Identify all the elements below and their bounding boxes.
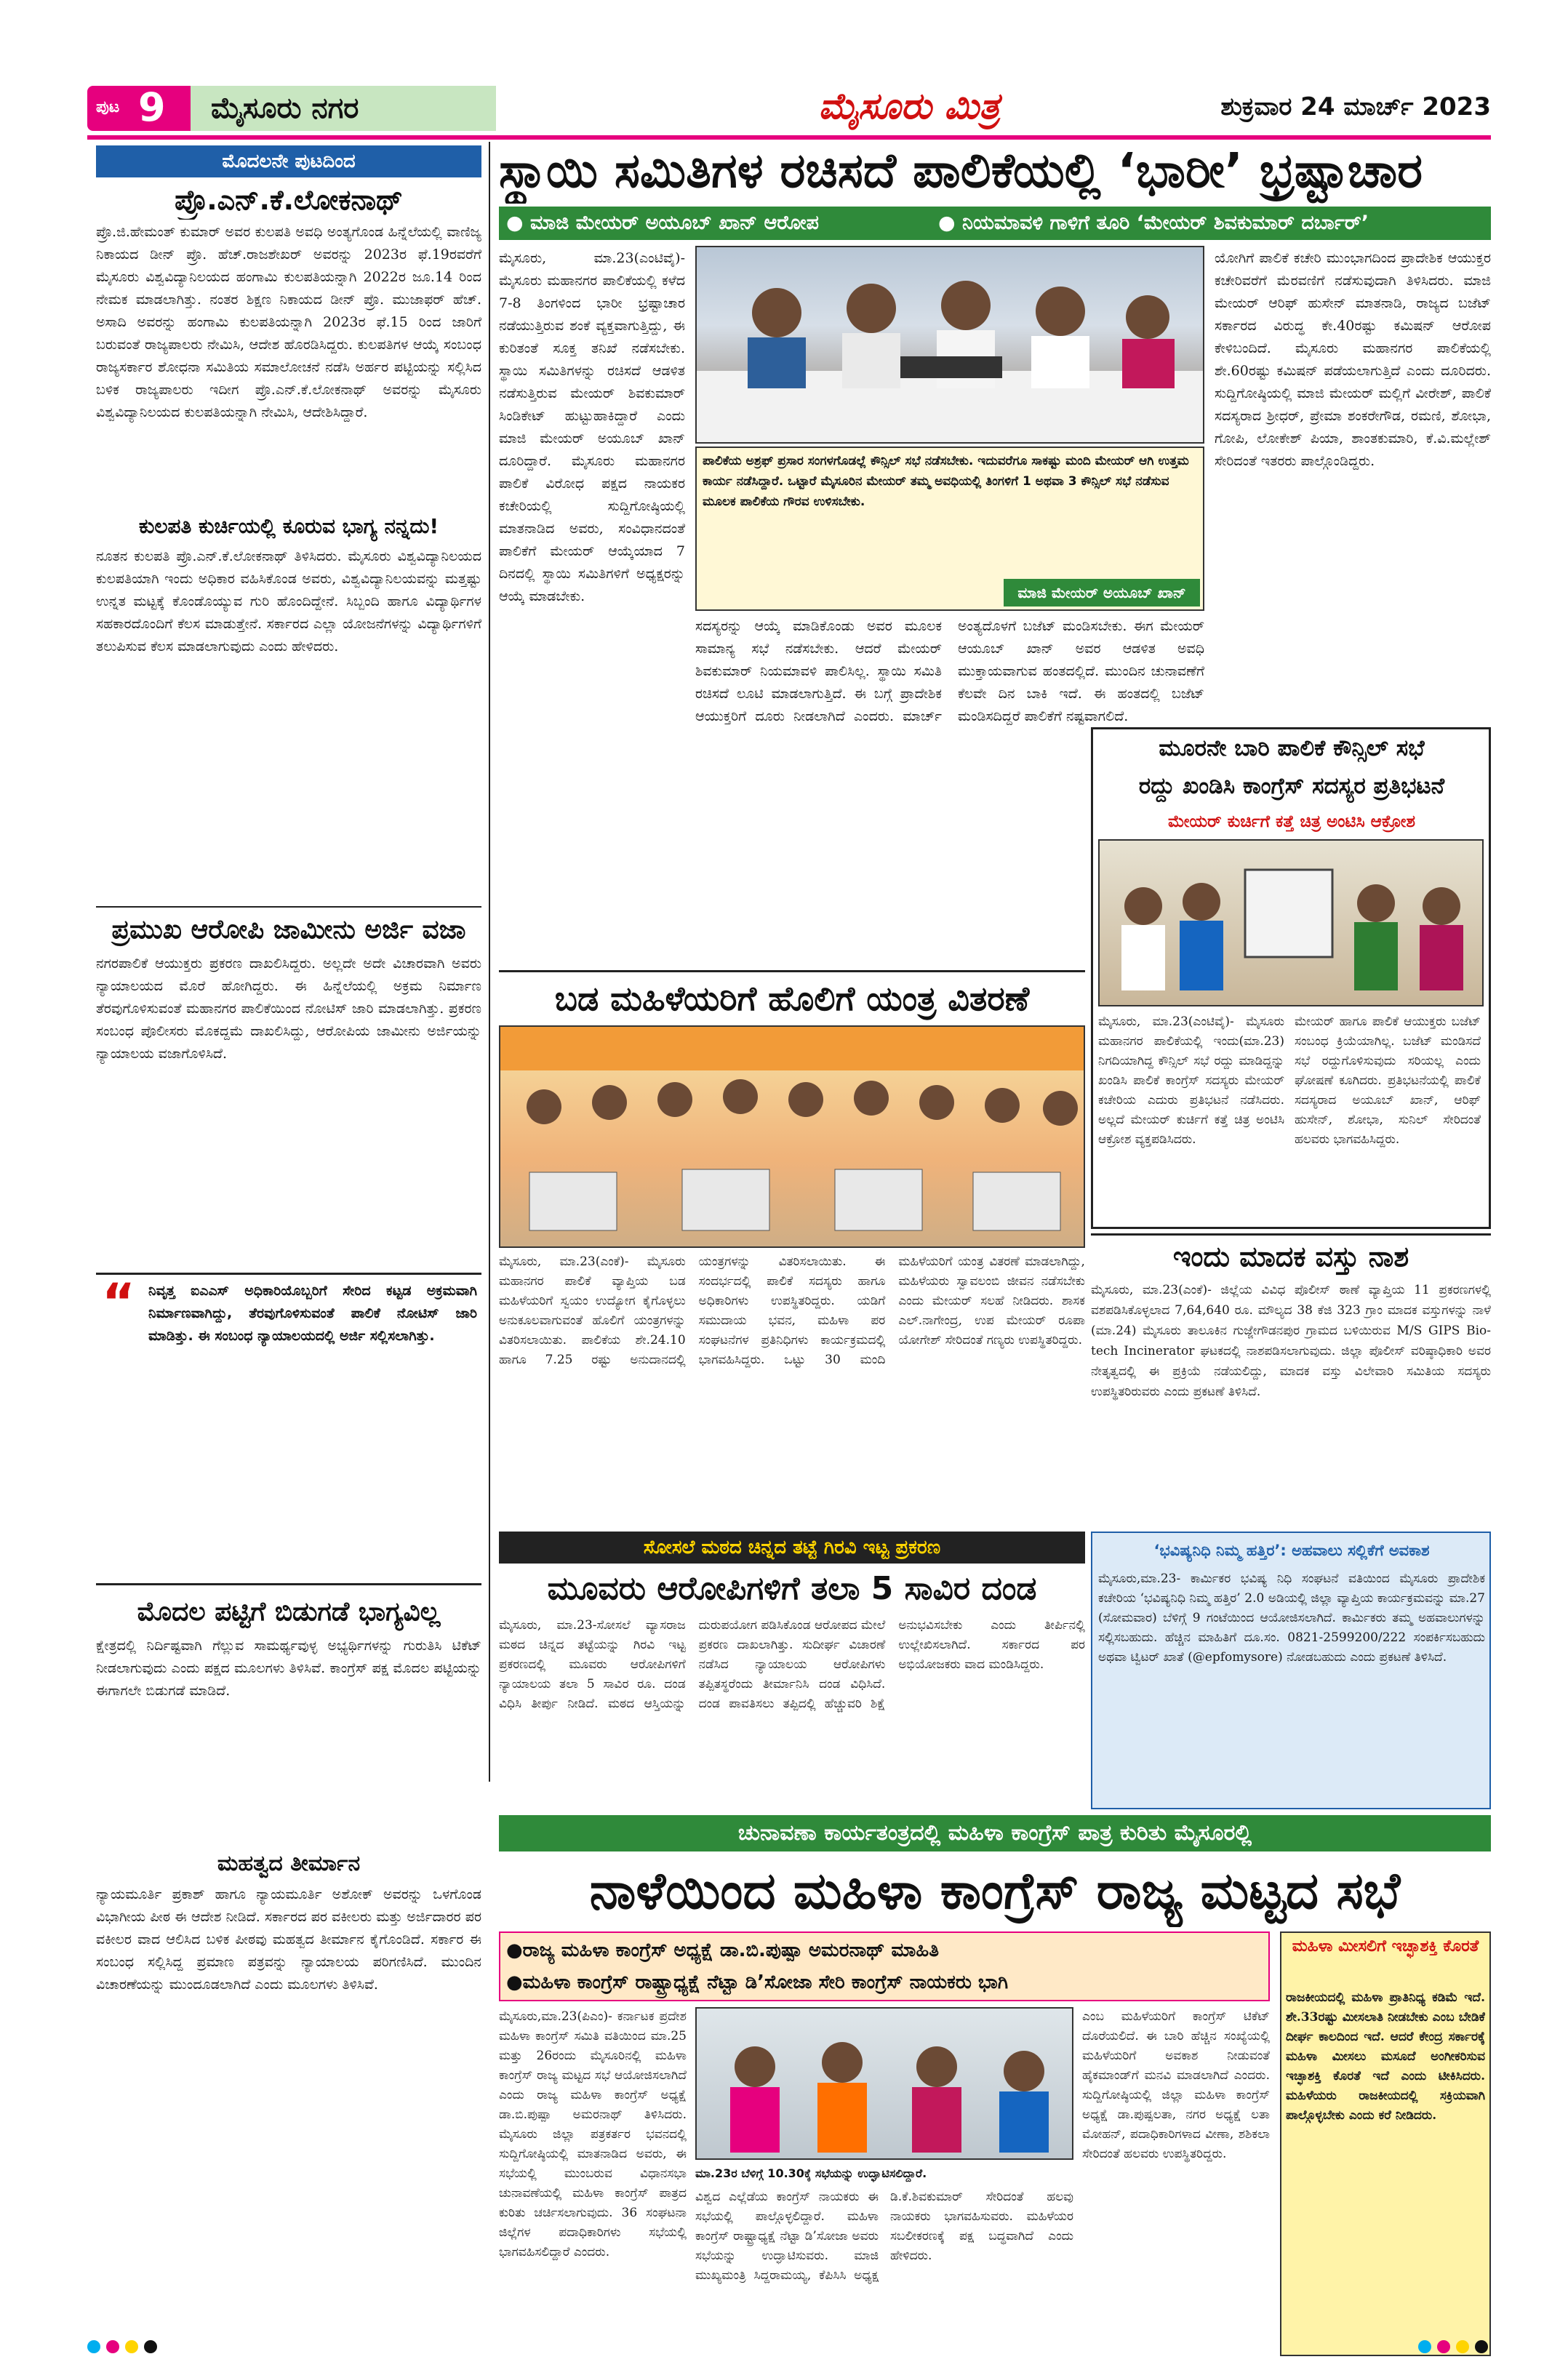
registration-dot-black — [1475, 2340, 1488, 2353]
story-lokanath-subhead: ಕುಲಪತಿ ಕುರ್ಚಿಯಲ್ಲಿ ಕೂರುವ ಭಾಗ್ಯ ನನ್ನದು! — [138, 514, 439, 538]
protest-illustration — [1100, 841, 1484, 1006]
story-lokanath-title: ಪ್ರೊ.ಎನ್.ಕೆ.ಲೋಕನಾಥ್ — [175, 184, 403, 216]
column-divider-left — [489, 142, 490, 1782]
registration-dot-magenta — [106, 2340, 119, 2353]
congress-banner-text: ಚುನಾವಣಾ ಕಾರ್ಯತಂತ್ರದಲ್ಲಿ ಮಹಿಳಾ ಕಾಂಗ್ರೆಸ್ ಪಾತ್ರ ಕುರಿತು ಮೈಸೂರಲ್ಲಿ — [737, 1820, 1252, 1846]
divider — [499, 970, 1085, 972]
congress-column-3: ಎಂಬ ಮಹಿಳೆಯರಿಗೆ ಕಾಂಗ್ರೆಸ್ ಟಿಕೆಟ್ ದೊರೆಯಲಿದೆ. ಈ ಬಾರಿ ಹೆಚ್ಚಿನ ಸಂಖ್ಯೆಯಲ್ಲಿ ಮಹಿಳೆಯರಿಗೆ ಅವಕಾಶ ನೀಡುವಂತೆ ಹೈಕಮಾಂಡ್‌ಗೆ ಮನವಿ ಮಾಡಲಾಗಿದೆ ಎಂದರು. ಸುದ್ದಿಗೋಷ್ಠಿಯಲ್ಲಿ ಜಿಲ್ಲಾ ಮಹಿಳಾ ಕಾಂಗ್ರೆಸ್ ಅಧ್ಯಕ್ಷೆ ಡಾ.ಪುಷ್ಪಲತಾ, ನಗರ ಅಧ್ಯಕ್ಷೆ ಲತಾ ಮೋಹನ್, ಪದಾಧಿಕಾರಿಗಳಾದ ವೀಣಾ, ಶಶಿಕಲಾ ಸೇರಿದಂತೆ ಹಲವರು ಉಪಸ್ಥಿತರಿದ್ದರು. — [1082, 2009, 1270, 2161]
registration-dot-magenta — [1437, 2340, 1450, 2353]
lead-kicker-left: ● ಮಾಜಿ ಮೇಯರ್ ಅಯೂಬ್ ಖಾನ್ ಆರೋಪ — [506, 212, 819, 234]
tailor-photo — [499, 1025, 1085, 1248]
registration-dot-yellow — [1456, 2340, 1469, 2353]
congress-column-2: ವಿಶ್ವದ ಎಲ್ಲೆಡೆಯ ಕಾಂಗ್ರೆಸ್ ನಾಯಕರು ಈ ಸಭೆಯಲ್ಲಿ ಪಾಲ್ಗೊಳ್ಳಲಿದ್ದಾರೆ. ಮಹಿಳಾ ಕಾಂಗ್ರೆಸ್ ರಾಷ್ಟ್ರಾಧ್ಯಕ್ಷೆ ನೆಟ್ಟಾ ಡಿ’ಸೋಜಾ ಅವರು ಸಭೆಯನ್ನು ಉದ್ಘಾಟಿಸುವರು. ಮಾಜಿ ಮುಖ್ಯಮಂತ್ರಿ ಸಿದ್ದರಾಮಯ್ಯ, ಕೆಪಿಸಿಸಿ ಅಧ್ಯಕ್ಷ ಡಿ.ಕೆ.ಶಿವಕುಮಾರ್ ಸೇರಿದಂತೆ ಹಲವು ನಾಯಕರು ಭಾಗವಹಿಸುವರು. ಮಹಿಳೆಯರ ಸಬಲೀಕರಣಕ್ಕೆ ಪಕ್ಷ ಬದ್ಧವಾಗಿದೆ ಎಂದು ಹೇಳಿದರು. — [695, 2190, 1073, 2283]
drugs-headline: ಇಂದು ಮಾದಕ ವಸ್ತು ನಾಶ — [1172, 1241, 1409, 1273]
congress-photo-caption: ಮಾ.23ರ ಬೆಳಿಗ್ಗೆ 10.30ಕ್ಕೆ ಸಭೆಯನ್ನು ಉದ್ಘಾಟಿಸಲಿದ್ದಾರೆ. — [695, 2166, 927, 2180]
lead-kicker-right: ● ನಿಯಮಾವಳಿ ಗಾಳಿಗೆ ತೂರಿ ‘ಮೇಯರ್ ಶಿವಕುಮಾರ್ ದರ್ಬಾರ್’ — [938, 212, 1369, 234]
lead-photo-caption: ಪಾಲಿಕೆಯ ಅಶ್ರಫ್ ಪ್ರಸಾರ ಸಂಗಳಗೊಡಲ್ಲೆ ಕೌನ್ಸಿಲ್ ಸಭೆ ನಡೆಸಬೇಕು. ಇದುವರೆಗೂ ಸಾಕಷ್ಟು ಮಂದಿ ಮೇಯರ್ ಆಗಿ ಉತ್ತಮ ಕಾರ್ಯ ನಡೆಸಿದ್ದಾರೆ. ಒಟ್ಟಾರೆ ಮೈಸೂರಿನ ಮೇಯರ್ ತಮ್ಮ ಅವಧಿಯಲ್ಲಿ ತಿಂಗಳಿಗೆ 1 ಅಥವಾ 3 ಕೌನ್ಸಿಲ್ ಸಭೆ ನಡೆಸುವ ಮೂಲಕ ಪಾಲಿಕೆಯ ಗೌರವ ಉಳಿಸಬೇಕು. — [703, 454, 1189, 509]
lead-column-2: ಸದಸ್ಯರನ್ನು ಆಯ್ಕೆ ಮಾಡಿಕೊಂಡು ಅವರ ಮೂಲಕ ಸಾಮಾನ್ಯ ಸಭೆ ನಡೆಸಬೇಕು. ಆದರೆ ಮೇಯರ್ ಶಿವಕುಮಾರ್ ನಿಯಮಾವಳಿ ಪಾಲಿಸಿಲ್ಲ. ಸ್ಥಾಯಿ ಸಮಿತಿ ರಚಿಸದೆ ಲೂಟಿ ಮಾಡಲಾಗುತ್ತಿದೆ. ಈ ಬಗ್ಗೆ ಪ್ರಾದೇಶಿಕ ಆಯುಕ್ತರಿಗೆ ದೂರು ನೀಡಲಾಗಿದೆ ಎಂದರು. ಮಾರ್ಚ್ ಅಂತ್ಯದೊಳಗೆ ಬಜೆಟ್ ಮಂಡಿಸಬೇಕು. ಈಗ ಮೇಯರ್ ಆಯೂಬ್ ಖಾನ್ ಅವರ ಆಡಳಿತ ಅವಧಿ ಮುಕ್ತಾಯವಾಗುವ ಹಂತದಲ್ಲಿದೆ. ಮುಂದಿನ ಚುನಾವಣೆಗೆ ಕೆಲವೇ ದಿನ ಬಾಕಿ ಇದೆ. ಈ ಹಂತದಲ್ಲಿ ಬಜೆಟ್ ಮಂಡಿಸದಿದ್ದರೆ ಪಾಲಿಕೆಗೆ ನಷ್ಟವಾಗಲಿದೆ. — [695, 618, 1204, 724]
court-banner-text: ಸೋಸಲೆ ಮಠದ ಚಿನ್ನದ ತಟ್ಟೆ ಗಿರವಿ ಇಟ್ಟ ಪ್ರಕರಣ — [643, 1537, 941, 1558]
story-first-list-title: ಮೊದಲ ಪಟ್ಟಿಗೆ ಬಿಡುಗಡೆ ಭಾಗ್ಯವಿಲ್ಲ — [137, 1597, 441, 1627]
story-first-list-body: ಕ್ಷೇತ್ರದಲ್ಲಿ ನಿರ್ದಿಷ್ಟವಾಗಿ ಗೆಲ್ಲುವ ಸಾಮರ್ಥ್ಯವುಳ್ಳ ಅಭ್ಯರ್ಥಿಗಳನ್ನು ಗುರುತಿಸಿ ಟಿಕೆಟ್ ನೀಡಲಾಗುವುದು ಎಂದು ಪಕ್ಷದ ಮೂಲಗಳು ತಿಳಿಸಿವೆ. ಕಾಂಗ್ರೆಸ್ ಪಕ್ಷ ಮೊದಲ ಪಟ್ಟಿಯನ್ನು ಈಗಾಗಲೇ ಬಿಡುಗಡೆ ಮಾಡಿದೆ. — [96, 1638, 481, 1699]
story-lokanath-body-2: ನೂತನ ಕುಲಪತಿ ಪ್ರೊ.ಎನ್.ಕೆ.ಲೋಕನಾಥ್ ತಿಳಿಸಿದರು. ಮೈಸೂರು ವಿಶ್ವವಿದ್ಯಾನಿಲಯದ ಕುಲಪತಿಯಾಗಿ ಇಂದು ಅಧಿಕಾರ ವಹಿಸಿಕೊಂಡ ಅವರು, ವಿಶ್ವವಿದ್ಯಾನಿಲಯವನ್ನು ಮತ್ತಷ್ಟು ಉನ್ನತ ಮಟ್ಟಕ್ಕೆ ಕೊಂಡೊಯ್ಯುವ ಗುರಿ ಹೊಂದಿದ್ದೇನೆ. ಸಿಬ್ಬಂದಿ ಹಾಗೂ ವಿದ್ಯಾರ್ಥಿಗಳ ಸಹಕಾರದೊಂದಿಗೆ ಕೆಲಸ ಮಾಡುತ್ತೇನೆ. ಸರ್ಕಾರದ ಎಲ್ಲಾ ಯೋಜನೆಗಳನ್ನು ವಿದ್ಯಾರ್ಥಿಗಳಿಗೆ ತಲುಪಿಸುವ ಕೆಲಸ ಮಾಡಲಾಗುವುದು ಎಂದು ಹೇಳಿದರು. — [96, 548, 481, 654]
lead-press-photo — [695, 246, 1204, 444]
issue-date: ಶುಕ್ರವಾರ 24 ಮಾರ್ಚ್ 2023 — [1220, 92, 1491, 121]
future-fund-title: ‘ಭವಿಷ್ಯನಿಧಿ ನಿಮ್ಮ ಹತ್ತಿರ’: ಅಹವಾಲು ಸಲ್ಲಿಕೆಗೆ ಅವಕಾಶ — [1153, 1542, 1430, 1559]
quote-mark-icon: “ — [102, 1277, 136, 1321]
divider — [1091, 1233, 1491, 1236]
paper-name: ಮೈಸೂರು ಮಿತ್ರ — [818, 85, 1000, 127]
congress-photo — [695, 2007, 1073, 2160]
lead-caption-credit: ಮಾಜಿ ಮೇಯರ್ ಅಯೂಬ್ ಖಾನ್ — [1004, 579, 1200, 606]
tailor-body: ಮೈಸೂರು, ಮಾ.23(ಎಂಕೆ)- ಮೈಸೂರು ಮಹಾನಗರ ಪಾಲಿಕೆ ವ್ಯಾಪ್ತಿಯ ಬಡ ಮಹಿಳೆಯರಿಗೆ ಸ್ವಯಂ ಉದ್ಯೋಗ ಕೈಗೊಳ್ಳಲು ಅನುಕೂಲವಾಗುವಂತೆ ಹೊಲಿಗೆ ಯಂತ್ರಗಳನ್ನು ವಿತರಿಸಲಾಯಿತು. ಪಾಲಿಕೆಯ ಶೇ.24.10 ಹಾಗೂ 7.25 ರಷ್ಟು ಅನುದಾನದಲ್ಲಿ ಯಂತ್ರಗಳನ್ನು ವಿತರಿಸಲಾಯಿತು. ಈ ಸಂದರ್ಭದಲ್ಲಿ ಪಾಲಿಕೆ ಸದಸ್ಯರು ಹಾಗೂ ಅಧಿಕಾರಿಗಳು ಉಪಸ್ಥಿತರಿದ್ದರು. ಯಡಿಗೆ ಸಮುದಾಯ ಭವನ, ಮಹಿಳಾ ಪರ ಸಂಘಟನೆಗಳ ಪ್ರತಿನಿಧಿಗಳು ಕಾರ್ಯಕ್ರಮದಲ್ಲಿ ಭಾಗವಹಿಸಿದ್ದರು. ಒಟ್ಟು 30 ಮಂದಿ ಮಹಿಳೆಯರಿಗೆ ಯಂತ್ರ ವಿತರಣೆ ಮಾಡಲಾಗಿದ್ದು, ಮಹಿಳೆಯರು ಸ್ವಾವಲಂಬಿ ಜೀವನ ನಡೆಸಬೇಕು ಎಂದು ಮೇಯರ್ ಸಲಹೆ ನೀಡಿದರು. ಶಾಸಕ ಎಲ್.ನಾಗೇಂದ್ರ, ಉಪ ಮೇಯರ್ ರೂಪಾ ಯೋಗೇಶ್ ಸೇರಿದಂತೆ ಗಣ್ಯರು ಉಪಸ್ಥಿತರಿದ್ದರು. — [499, 1254, 1085, 1367]
congress-column-1: ಮೈಸೂರು,ಮಾ.23(ಪಿಎಂ)- ಕರ್ನಾಟಕ ಪ್ರದೇಶ ಮಹಿಳಾ ಕಾಂಗ್ರೆಸ್ ಸಮಿತಿ ವತಿಯಿಂದ ಮಾ.25 ಮತ್ತು 26ರಂದು ಮೈಸೂರಿನಲ್ಲಿ ಮಹಿಳಾ ಕಾಂಗ್ರೆಸ್ ರಾಜ್ಯ ಮಟ್ಟದ ಸಭೆ ಆಯೋಜಿಸಲಾಗಿದೆ ಎಂದು ರಾಜ್ಯ ಮಹಿಳಾ ಕಾಂಗ್ರೆಸ್ ಅಧ್ಯಕ್ಷೆ ಡಾ.ಬಿ.ಪುಷ್ಪಾ ಅಮರನಾಥ್ ತಿಳಿಸಿದರು. ಮೈಸೂರು ಜಿಲ್ಲಾ ಪತ್ರಕರ್ತರ ಭವನದಲ್ಲಿ ಸುದ್ದಿಗೋಷ್ಠಿಯಲ್ಲಿ ಮಾತನಾಡಿದ ಅವರು, ಈ ಸಭೆಯಲ್ಲಿ ಮುಂಬರುವ ವಿಧಾನಸಭಾ ಚುನಾವಣೆಯಲ್ಲಿ ಮಹಿಳಾ ಕಾಂಗ್ರೆಸ್ ಪಾತ್ರದ ಕುರಿತು ಚರ್ಚಿಸಲಾಗುವುದು. 36 ಸಂಘಟನಾ ಜಿಲ್ಲೆಗಳ ಪದಾಧಿಕಾರಿಗಳು ಸಭೆಯಲ್ಲಿ ಭಾಗವಹಿಸಲಿದ್ದಾರೆ ಎಂದರು. — [499, 2009, 687, 2259]
protest-column-1: ಮೈಸೂರು, ಮಾ.23(ಎಂಟಿವೈ)- ಮೈಸೂರು ಮಹಾನಗರ ಪಾಲಿಕೆಯಲ್ಲಿ ಇಂದು(ಮಾ.23) ನಿಗದಿಯಾಗಿದ್ದ ಕೌನ್ಸಿಲ್ ಸಭೆ ರದ್ದು ಮಾಡಿದ್ದನ್ನು ಖಂಡಿಸಿ ಪಾಲಿಕೆ ಕಾಂಗ್ರೆಸ್ ಸದಸ್ಯರು ಮೇಯರ್ ಕಚೇರಿಯ ಎದುರು ಪ್ರತಿಭಟನೆ ನಡೆಸಿದರು. ಅಲ್ಲದೆ ಮೇಯರ್ ಕುರ್ಚಿಗೆ ಕತ್ತೆ ಚಿತ್ರ ಅಂಟಿಸಿ ಆಕ್ರೋಶ ವ್ಯಕ್ತಪಡಿಸಿದರು. — [1098, 1014, 1284, 1147]
court-body: ಮೈಸೂರು, ಮಾ.23-ಸೋಸಲೆ ವ್ಯಾಸರಾಜ ಮಠದ ಚಿನ್ನದ ತಟ್ಟೆಯನ್ನು ಗಿರವಿ ಇಟ್ಟ ಪ್ರಕರಣದಲ್ಲಿ ಮೂವರು ಆರೋಪಿಗಳಿಗೆ ನ್ಯಾಯಾಲಯ ತಲಾ 5 ಸಾವಿರ ರೂ. ದಂಡ ವಿಧಿಸಿ ತೀರ್ಪು ನೀಡಿದೆ. ಮಠದ ಆಸ್ತಿಯನ್ನು ದುರುಪಯೋಗ ಪಡಿಸಿಕೊಂಡ ಆರೋಪದ ಮೇಲೆ ಪ್ರಕರಣ ದಾಖಲಾಗಿತ್ತು. ಸುದೀರ್ಘ ವಿಚಾರಣೆ ನಡೆಸಿದ ನ್ಯಾಯಾಲಯ ಆರೋಪಿಗಳು ತಪ್ಪಿತಸ್ಥರೆಂದು ತೀರ್ಮಾನಿಸಿ ದಂಡ ವಿಧಿಸಿದೆ. ದಂಡ ಪಾವತಿಸಲು ತಪ್ಪಿದಲ್ಲಿ ಹೆಚ್ಚುವರಿ ಶಿಕ್ಷೆ ಅನುಭವಿಸಬೇಕು ಎಂದು ತೀರ್ಪಿನಲ್ಲಿ ಉಲ್ಲೇಖಿಸಲಾಗಿದೆ. ಸರ್ಕಾರದ ಪರ ಅಭಿಯೋಜಕರು ವಾದ ಮಂಡಿಸಿದ್ದರು. — [499, 1618, 1085, 1711]
congress-kicker-1: ●ರಾಜ್ಯ ಮಹಿಳಾ ಕಾಂಗ್ರೆಸ್ ಅಧ್ಯಕ್ಷೆ ಡಾ.ಬಿ.ಪುಷ್ಪಾ ಅಮರನಾಥ್ ಮಾಹಿತಿ — [506, 1939, 939, 1961]
protest-photo — [1098, 839, 1484, 1006]
drugs-body: ಮೈಸೂರು, ಮಾ.23(ಎಂಕೆ)- ಜಿಲ್ಲೆಯ ವಿವಿಧ ಪೊಲೀಸ್ ಠಾಣೆ ವ್ಯಾಪ್ತಿಯ 11 ಪ್ರಕರಣಗಳಲ್ಲಿ ವಶಪಡಿಸಿಕೊಳ್ಳಲಾದ 7,64,640 ರೂ. ಮೌಲ್ಯದ 38 ಕೆಜಿ 323 ಗ್ರಾಂ ಮಾದಕ ವಸ್ತುಗಳನ್ನು ನಾಳೆ (ಮಾ.24) ಮೈಸೂರು ತಾಲೂಕಿನ ಗುಜ್ಜೇಗೌಡನಪುರ ಗ್ರಾಮದ ಬಳಿಯಿರುವ M/S GIPS Bio-tech Incinerator ಘಟಕದಲ್ಲಿ ನಾಶಪಡಿಸಲಾಗುವುದು. ಜಿಲ್ಲಾ ಪೊಲೀಸ್ ವರಿಷ್ಠಾಧಿಕಾರಿ ಅವರ ನೇತೃತ್ವದಲ್ಲಿ ಈ ಪ್ರಕ್ರಿಯೆ ನಡೆಯಲಿದ್ದು, ಮಾದಕ ವಸ್ತು ವಿಲೇವಾರಿ ಸಮಿತಿಯ ಸದಸ್ಯರು ಉಪಸ್ಥಿತರಿರುವರು ಎಂದು ಪ್ರಕಟಣೆ ತಿಳಿಸಿದೆ. — [1091, 1283, 1491, 1399]
congress-headline: ನಾಳೆಯಿಂದ ಮಹಿಳಾ ಕಾಂಗ್ರೆಸ್ ರಾಜ್ಯ ಮಟ್ಟದ ಸಭೆ — [589, 1861, 1401, 1921]
protest-title-line-2: ರದ್ದು ಖಂಡಿಸಿ ಕಾಂಗ್ರೆಸ್ ಸದಸ್ಯರ ಪ್ರತಿಭಟನೆ — [1138, 773, 1445, 799]
reservation-sidebar-title: ಮಹಿಳಾ ಮೀಸಲಿಗೆ ಇಚ್ಛಾಶಕ್ತಿ ಕೊರತೆ — [1292, 1937, 1479, 1955]
story-lokanath-body: ಪ್ರೊ.ಜಿ.ಹೇಮಂತ್ ಕುಮಾರ್ ಅವರ ಕುಲಪತಿ ಅವಧಿ ಅಂತ್ಯಗೊಂಡ ಹಿನ್ನೆಲೆಯಲ್ಲಿ ವಾಣಿಜ್ಯ ನಿಕಾಯದ ಡೀನ್ ಪ್ರೊ. ಹೆಚ್.ರಾಜಶೇಖರ್ ಅವರನ್ನು 2023ರ ಫೆ.19ರವರೆಗೆ ಮೈಸೂರು ವಿಶ್ವವಿದ್ಯಾನಿಲಯದ ಹಂಗಾಮಿ ಕುಲಪತಿಯನ್ನಾಗಿ 2022ರ ಜೂ.14 ರಿಂದ ನೇಮಕ ಮಾಡಲಾಗಿತ್ತು. ನಂತರ ಶಿಕ್ಷಣ ನಿಕಾಯದ ಡೀನ್ ಪ್ರೊ. ಮುಜಾಫರ್ ಹೆಚ್. ಅಸಾದಿ ಅವರನ್ನು ಹಂಗಾಮಿ ಕುಲಪತಿಯನ್ನಾಗಿ 2023ರ ಫೆ.15 ರಿಂದ ಜಾರಿಗೆ ಬರುವಂತೆ ರಾಜ್ಯಪಾಲರು ನೇಮಿಸಿ, ಆದೇಶ ಹೊರಡಿಸಿದ್ದರು. ಕುಲಪತಿಗಳ ಆಯ್ಕೆ ಸಂಬಂಧ ರಾಜ್ಯಸರ್ಕಾರ ಶೋಧನಾ ಸಮಿತಿಯ ಸಮಾಲೋಚನೆ ನಡೆಸಿ ಅರ್ಹರ ಪಟ್ಟಿಯನ್ನು ಸಲ್ಲಿಸಿದ ಬಳಿಕ ರಾಜ್ಯಪಾಲರು ಇದೀಗ ಪ್ರೊ.ಎನ್.ಕೆ.ಲೋಕನಾಥ್ ಅವರನ್ನು ಮೈಸೂರು ವಿಶ್ವವಿದ್ಯಾನಿಲಯದ ಕುಲಪತಿಯನ್ನಾಗಿ ನೇಮಿಸಿ, ಆದೇಶಿಸಿದ್ದಾರೆ. — [96, 224, 481, 420]
lead-column-3: ಯೋಗಿಗೆ ಪಾಲಿಕೆ ಕಚೇರಿ ಮುಂಭಾಗದಿಂದ ಪ್ರಾದೇಶಿಕ ಆಯುಕ್ತರ ಕಚೇರಿವರೆಗೆ ಮೆರವಣಿಗೆ ನಡೆಸುವುದಾಗಿ ತಿಳಿಸಿದರು. ಮಾಜಿ ಮೇಯರ್ ಆರಿಫ್ ಹುಸೇನ್ ಮಾತನಾಡಿ, ರಾಜ್ಯದ ಬಜೆಟ್ ಸರ್ಕಾರದ ವಿರುದ್ಧ ಕೇ.40ರಷ್ಟು ಕಮಿಷನ್ ಆರೋಪ ಕೇಳಿಬಂದಿದೆ. ಮೈಸೂರು ಮಹಾನಗರ ಪಾಲಿಕೆಯಲ್ಲಿ ಶೇ.60ರಷ್ಟು ಕಮಿಷನ್ ಪಡೆಯಲಾಗುತ್ತಿದೆ ಎಂದು ದೂರಿದರು. ಸುದ್ದಿಗೋಷ್ಠಿಯಲ್ಲಿ ಮಾಜಿ ಮೇಯರ್ ಮಲ್ಲಿಗೆ ವೀರೇಶ್, ಪಾಲಿಕೆ ಸದಸ್ಯರಾದ ಶ್ರೀಧರ್, ಪ್ರೇಮಾ ಶಂಕರೇಗೌಡ, ರಮಣಿ, ಶೋಭಾ, ಗೋಪಿ, ಲೋಕೇಶ್ ಪಿಯಾ, ಶಾಂತಕುಮಾರಿ, ಕೆ.ವಿ.ಮಲ್ಲೇಶ್ ಸೇರಿದಂತೆ ಇತರರು ಪಾಲ್ಗೊಂಡಿದ್ದರು. — [1215, 250, 1491, 469]
registration-dot-cyan — [1418, 2340, 1431, 2353]
protest-column-2: ಮೇಯರ್ ಹಾಗೂ ಪಾಲಿಕೆ ಆಯುಕ್ತರು ಬಜೆಟ್ ಸಂಬಂಧ ಕ್ರಿಯೆಯಾಗಿಲ್ಲ. ಬಜೆಟ್ ಮಂಡಿಸದೆ ಸಭೆ ರದ್ದುಗೊಳಿಸುವುದು ಸರಿಯಲ್ಲ ಎಂದು ಘೋಷಣೆ ಕೂಗಿದರು. ಪ್ರತಿಭಟನೆಯಲ್ಲಿ ಪಾಲಿಕೆ ಸದಸ್ಯರಾದ ಅಯೂಬ್ ಖಾನ್, ಆರಿಫ್ ಹುಸೇನ್, ಶೋಭಾ, ಸುನಿಲ್ ಸೇರಿದಂತೆ ಹಲವರು ಭಾಗವಹಿಸಿದ್ದರು. — [1295, 1014, 1481, 1147]
women-congress-illustration — [697, 2009, 1073, 2160]
protest-title-line-1: ಮೂರನೇ ಬಾರಿ ಪಾಲಿಕೆ ಕೌನ್ಸಿಲ್ ಸಭೆ — [1159, 735, 1425, 761]
story-bail-title: ಪ್ರಮುಖ ಆರೋಪಿ ಜಾಮೀನು ಅರ್ಜಿ ವಜಾ — [111, 915, 466, 945]
lead-column-1: ಮೈಸೂರು, ಮಾ.23(ಎಂಟಿವೈ)- ಮೈಸೂರು ಮಹಾನಗರ ಪಾಲಿಕೆಯಲ್ಲಿ ಕಳೆದ 7-8 ತಿಂಗಳಿಂದ ಭಾರೀ ಭ್ರಷ್ಟಾಚಾರ ನಡೆಯುತ್ತಿರುವ ಶಂಕೆ ವ್ಯಕ್ತವಾಗುತ್ತಿದ್ದು, ಈ ಕುರಿತಂತೆ ಸೂಕ್ತ ತನಿಖೆ ನಡೆಸಬೇಕು. ಸ್ಥಾಯಿ ಸಮಿತಿಗಳನ್ನು ರಚಿಸದೆ ಆಡಳಿತ ನಡೆಸುತ್ತಿರುವ ಮೇಯರ್ ಶಿವಕುಮಾರ್ ಸಿಂಡಿಕೇಟ್ ಹುಟ್ಟುಹಾಕಿದ್ದಾರೆ ಎಂದು ಮಾಜಿ ಮೇಯರ್ ಅಯೂಬ್ ಖಾನ್ ದೂರಿದ್ದಾರೆ. ಮೈಸೂರು ಮಹಾನಗರ ಪಾಲಿಕೆ ವಿರೋಧ ಪಕ್ಷದ ನಾಯಕರ ಕಚೇರಿಯಲ್ಲಿ ಸುದ್ದಿಗೋಷ್ಠಿಯಲ್ಲಿ ಮಾತನಾಡಿದ ಅವರು, ಸಂವಿಧಾನದಂತೆ ಪಾಲಿಕೆಗೆ ಮೇಯರ್ ಆಯ್ಕೆಯಾದ 7 ದಿನದಲ್ಲಿ ಸ್ಥಾಯಿ ಸಮಿತಿಗಳಿಗೆ ಅಧ್ಯಕ್ಷರನ್ನು ಆಯ್ಕೆ ಮಾಡಬೇಕು. — [499, 250, 685, 604]
pull-quote-text: ನಿವೃತ್ತ ಐಎಎಸ್ ಅಧಿಕಾರಿಯೊಬ್ಬರಿಗೆ ಸೇರಿದ ಕಟ್ಟಡ ಅಕ್ರಮವಾಗಿ ನಿರ್ಮಾಣವಾಗಿದ್ದು, ತೆರವುಗೊಳಿಸುವಂತೆ ಪಾಲಿಕೆ ನೋಟಿಸ್ ಜಾರಿ ಮಾಡಿತ್ತು. ಈ ಸಂಬಂಧ ನ್ಯಾಯಾಲಯದಲ್ಲಿ ಅರ್ಜಿ ಸಲ್ಲಿಸಲಾಗಿತ್ತು. — [148, 1283, 477, 1344]
story-first-list-body-2: ನ್ಯಾಯಮೂರ್ತಿ ಪ್ರಕಾಶ್ ಹಾಗೂ ನ್ಯಾಯಮೂರ್ತಿ ಅಶೋಕ್ ಅವರನ್ನು ಒಳಗೊಂಡ ವಿಭಾಗೀಯ ಪೀಠ ಈ ಆದೇಶ ನೀಡಿದೆ. ಸರ್ಕಾರದ ಪರ ವಕೀಲರು ಮತ್ತು ಅರ್ಜಿದಾರರ ಪರ ವಕೀಲರ ವಾದ ಆಲಿಸಿದ ಬಳಿಕ ಪೀಠವು ಮಹತ್ವದ ತೀರ್ಮಾನ ಕೈಗೊಂಡಿದೆ. ಸರ್ಕಾರ ಈ ಸಂಬಂಧ ಸಲ್ಲಿಸಿದ್ದ ಪ್ರಮಾಣ ಪತ್ರವನ್ನು ನ್ಯಾಯಾಲಯ ಪರಿಗಣಿಸಿದೆ. ಮುಂದಿನ ವಿಚಾರಣೆಯನ್ನು ಮುಂದೂಡಲಾಗಿದೆ ಎಂದು ಮೂಲಗಳು ತಿಳಿಸಿವೆ. — [96, 1886, 481, 1993]
court-headline: ಮೂವರು ಆರೋಪಿಗಳಿಗೆ ತಲಾ 5 ಸಾವಿರ ದಂಡ — [547, 1570, 1037, 1607]
sewing-machine-distribution-illustration — [500, 1027, 1085, 1248]
page-label: ಪುಟ — [96, 98, 120, 116]
tailor-headline: ಬಡ ಮಹಿಳೆಯರಿಗೆ ಹೊಲಿಗೆ ಯಂತ್ರ ವಿತರಣೆ — [554, 979, 1030, 1018]
page-number: 9 — [138, 84, 166, 130]
registration-dot-yellow — [125, 2340, 138, 2353]
reservation-sidebar-body: ರಾಜಕೀಯದಲ್ಲಿ ಮಹಿಳಾ ಪ್ರಾತಿನಿಧ್ಯ ಕಡಿಮೆ ಇದೆ. ಶೇ.33ರಷ್ಟು ಮೀಸಲಾತಿ ನೀಡಬೇಕು ಎಂಬ ಬೇಡಿಕೆ ದೀರ್ಘ ಕಾಲದಿಂದ ಇದೆ. ಆದರೆ ಕೇಂದ್ರ ಸರ್ಕಾರಕ್ಕೆ ಮಹಿಳಾ ಮೀಸಲು ಮಸೂದೆ ಅಂಗೀಕರಿಸುವ ಇಚ್ಛಾಶಕ್ತಿ ಕೊರತೆ ಇದೆ ಎಂದು ಟೀಕಿಸಿದರು. ಮಹಿಳೆಯರು ರಾಜಕೀಯದಲ್ಲಿ ಸಕ್ರಿಯವಾಗಿ ಪಾಲ್ಗೊಳ್ಳಬೇಕು ಎಂದು ಕರೆ ನೀಡಿದರು. — [1286, 1990, 1485, 2123]
press-meet-illustration — [697, 247, 1204, 444]
registration-dot-black — [144, 2340, 157, 2353]
protest-kicker: ಮೇಯರ್ ಕುರ್ಚಿಗೆ ಕತ್ತೆ ಚಿತ್ರ ಅಂಟಿಸಿ ಆಕ್ರೋಶ — [1167, 812, 1416, 831]
congress-kicker-2: ●ಮಹಿಳಾ ಕಾಂಗ್ರೆಸ್ ರಾಷ್ಟ್ರಾಧ್ಯಕ್ಷೆ ನೆಟ್ಟಾ ಡಿ’ಸೋಜಾ ಸೇರಿ ಕಾಂಗ್ರೆಸ್ ನಾಯಕರು ಭಾಗಿ — [506, 1971, 1009, 1993]
divider — [96, 906, 481, 908]
story-bail-body: ನಗರಪಾಲಿಕೆ ಆಯುಕ್ತರು ಪ್ರಕರಣ ದಾಖಲಿಸಿದ್ದರು. ಅಲ್ಲದೇ ಅದೇ ವಿಚಾರವಾಗಿ ಅವರು ನ್ಯಾಯಾಲಯದ ಮೊರೆ ಹೋಗಿದ್ದರು. ಈ ಹಿನ್ನೆಲೆಯಲ್ಲಿ ಅಕ್ರಮ ನಿರ್ಮಾಣ ತೆರವುಗೊಳಿಸುವಂತೆ ಮಹಾನಗರ ಪಾಲಿಕೆಯಿಂದ ನೋಟಿಸ್ ಜಾರಿ ಮಾಡಲಾಗಿತ್ತು. ಪ್ರಕರಣ ಸಂಬಂಧ ಪೊಲೀಸರು ಮೊಕದ್ದಮೆ ದಾಖಲಿಸಿದ್ದು, ಆರೋಪಿಯ ಜಾಮೀನು ಅರ್ಜಿಯನ್ನು ನ್ಯಾಯಾಲಯ ವಜಾಗೊಳಿಸಿದೆ. — [96, 956, 481, 1062]
future-fund-body: ಮೈಸೂರು,ಮಾ.23- ಕಾರ್ಮಿಕರ ಭವಿಷ್ಯ ನಿಧಿ ಸಂಘಟನೆ ವತಿಯಿಂದ ಮೈಸೂರು ಪ್ರಾದೇಶಿಕ ಕಚೇರಿಯ ‘ಭವಿಷ್ಯನಿಧಿ ನಿಮ್ಮ ಹತ್ತಿರ’ 2.0 ಅಡಿಯಲ್ಲಿ ಜಿಲ್ಲಾ ವ್ಯಾಪ್ತಿಯ ಕಾರ್ಯಕ್ರಮವನ್ನು ಮಾ.27 (ಸೋಮವಾರ) ಬೆಳಿಗ್ಗೆ 9 ಗಂಟೆಯಿಂದ ಆಯೋಜಿಸಲಾಗಿದೆ. ಕಾರ್ಮಿಕರು ತಮ್ಮ ಅಹವಾಲುಗಳನ್ನು ಸಲ್ಲಿಸಬಹುದು. ಹೆಚ್ಚಿನ ಮಾಹಿತಿಗೆ ದೂ.ಸಂ. 0821-2599200/222 ಸಂಪರ್ಕಿಸಬಹುದು ಅಥವಾ ಟ್ವಿಟರ್ ಖಾತೆ (@epfomysore) ನೋಡಬಹುದು ಎಂದು ಪ್ರಕಟಣೆ ತಿಳಿಸಿದೆ. — [1098, 1572, 1485, 1665]
registration-dot-cyan — [87, 2340, 100, 2353]
section-name: ಮೈಸೂರು ನಗರ — [211, 92, 359, 125]
story-first-list-subhead: ಮಹತ್ವದ ತೀರ್ಮಾನ — [217, 1851, 361, 1876]
lead-headline: ಸ್ಥಾಯಿ ಸಮಿತಿಗಳ ರಚಿಸದೆ ಪಾಲಿಕೆಯಲ್ಲಿ ‘ಭಾರೀ’ ಭ್ರಷ್ಟಾಚಾರ — [499, 143, 1423, 199]
continued-from-front-label: ಮೊದಲನೇ ಪುಟದಿಂದ — [96, 145, 481, 177]
